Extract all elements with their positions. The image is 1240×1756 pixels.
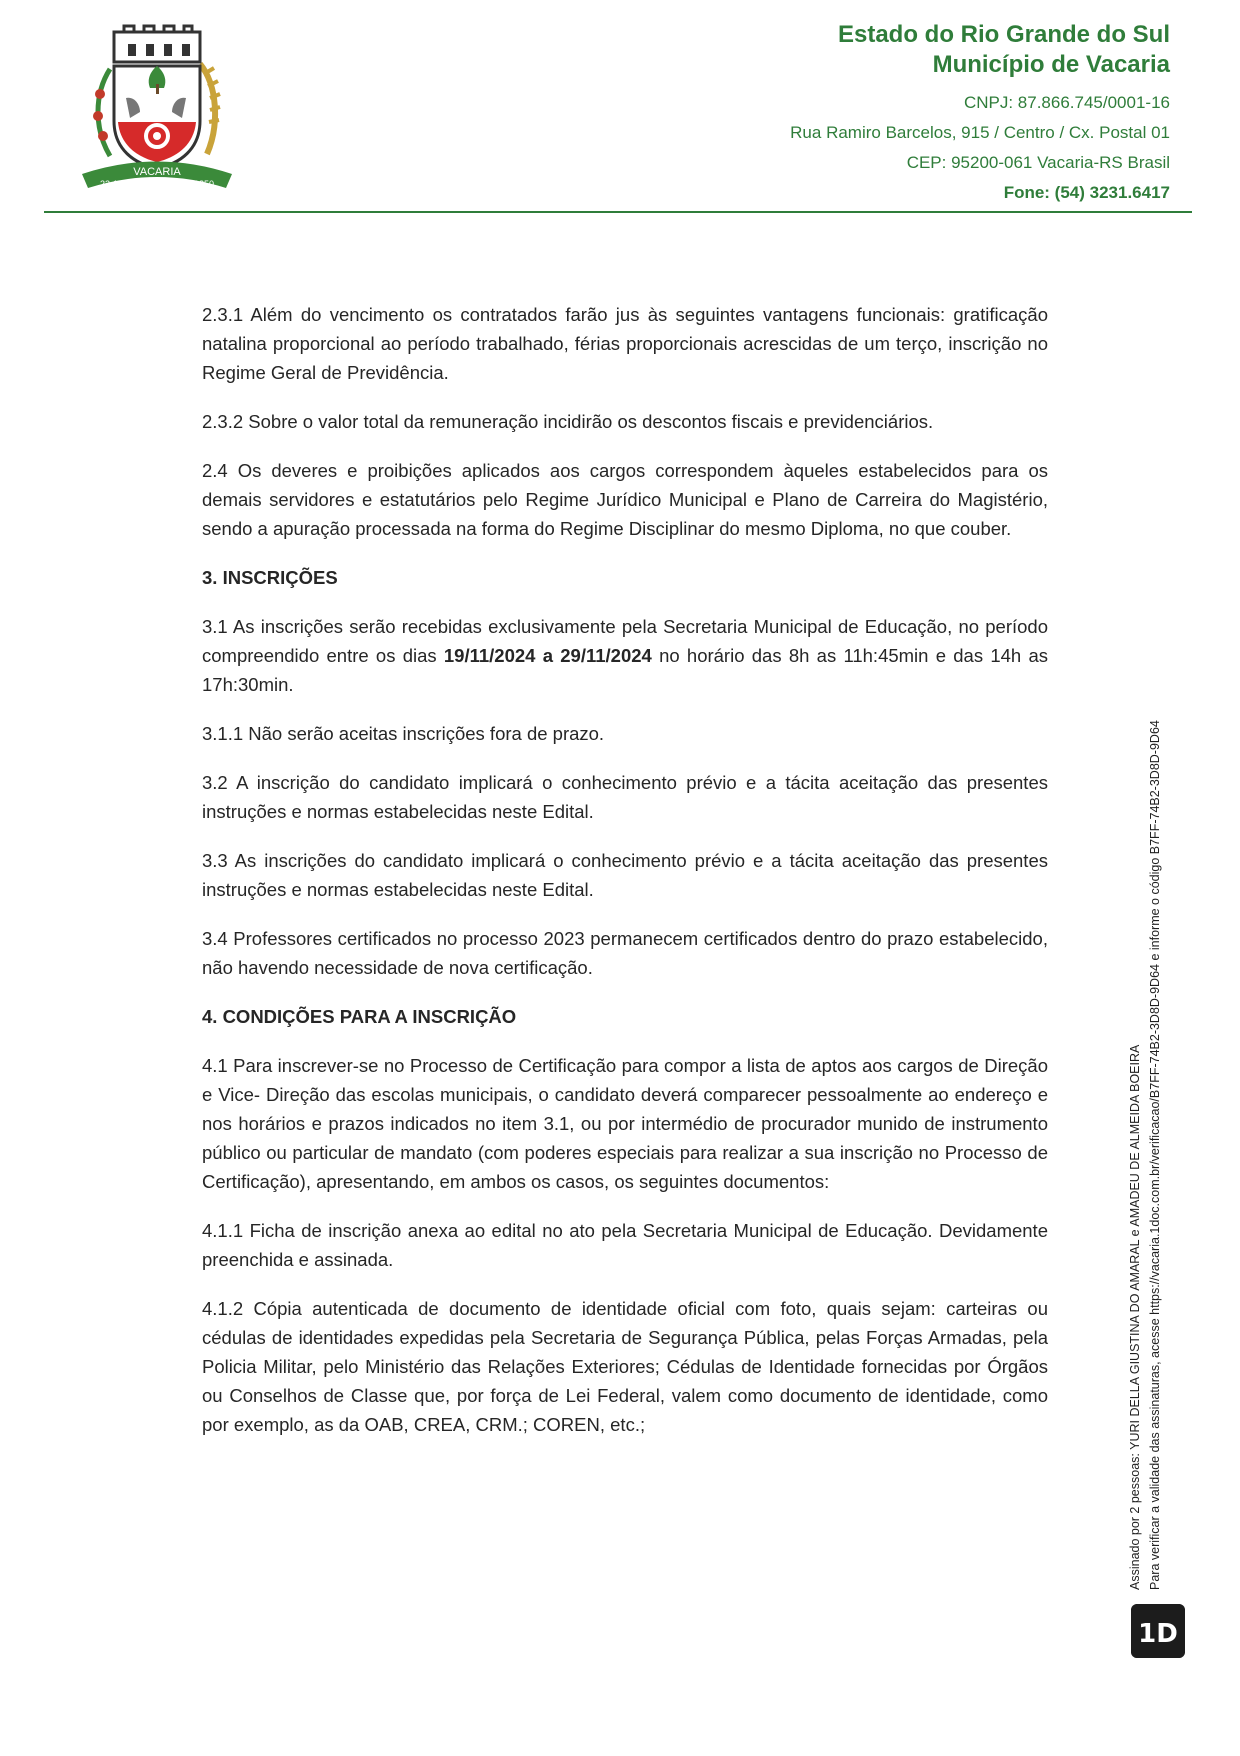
address: Rua Ramiro Barcelos, 915 / Centro / Cx. Postal 01 [790,123,1170,142]
state-name: Estado do Rio Grande do Sul [837,21,1170,48]
crest-ribbon-right: 1850 [194,179,215,189]
paragraph-3-1-1: 3.1.1 Não serão aceitas inscrições fora de prazo. [202,723,605,744]
paragraph-4-1: 4.1 Para inscrever-se no Processo de Certificação para compor a lista de aptos aos cargos de Direção e Vice- Direção das escolas municipais, o candidato deverá comparecer pessoalmente ao endereço e nos horários e prazos indicados no item 3.1, ou por intermédio de procurador munido de instrumento público ou particular de mandato (com poderes especiais para realizar a sua inscrição no Processo de Certificação), apresentando, em ambos os casos, os seguintes documentos: [202,1055,1048,1192]
paragraph-3-1 [202,612,1048,699]
paragraph-2-4: 2.4 Os deveres e proibições aplicados aos cargos correspondem àqueles estabelecidos para os demais servidores e estatutários pelo Regime Jurídico Municipal e Plano de Carreira do Magistério, sendo a apuração processada na forma do Regime Disciplinar do mesmo Diploma, no que couber. [202,460,1048,539]
1doc-logo-icon [1131,1604,1185,1658]
signature-signers: Assinado por 2 pessoas: YURI DELLA GIUSTINA DO AMARAL e AMADEU DE ALMEIDA BOEIRA [1128,1044,1142,1590]
signature-verification: Para verificar a validade das assinaturas, acesse https://vacaria.1doc.com.br/verificacao/B7FF-74B2-3D8D-9D64 e informe o código B7FF-74B2-3D8D-9D64 [1148,720,1162,1590]
paragraph-2-3-1: 2.3.1 Além do vencimento os contratados farão jus às seguintes vantagens funcionais: gratificação natalina proporcional ao período trabalhado, férias proporcionais acrescidas de um terço, inscrição no Regime Geral de Previdência. [202,304,1048,383]
paragraph-3-2: 3.2 A inscrição do candidato implicará o conhecimento prévio e a tácita aceitação das presentes instruções e normas estabelecidas neste Edital. [202,772,1048,822]
municipal-crest-icon [82,24,232,199]
paragraph-4-1-1: 4.1.1 Ficha de inscrição anexa ao edital no ato pela Secretaria Municipal de Educação. Devidamente preenchida e assinada. [202,1220,1048,1270]
crest-ribbon-text: VACARIA [133,166,181,178]
signature-notice [1125,540,1165,1590]
cep: CEP: 95200-061 Vacaria-RS Brasil [906,153,1170,172]
municipality-name: Município de Vacaria [932,51,1170,78]
document-body [202,300,1048,1459]
paragraph-4-1-2: 4.1.2 Cópia autenticada de documento de identidade oficial com foto, quais sejam: carteiras ou cédulas de identidades expedidas pela Secretaria de Segurança Pública, pelas Forças Armadas, pela Policia Militar, pelo Ministério das Relações Exteriores; Cédulas de Identidade fornecidas por Órgãos ou Conselhos de Classe que, por força de Lei Federal, valem como documento de identidade, como por exemplo, as da OAB, CREA, CRM.; COREN, etc.; [202,1298,1048,1435]
section-heading-3: 3. INSCRIÇÕES [202,567,338,588]
paragraph-3-1-end: no horário das 8h as 11h:45min e das 14h as 17h:30min. [202,645,1048,695]
section-heading-4: 4. CONDIÇÕES PARA A INSCRIÇÃO [202,1006,517,1027]
paragraph-3-1-start: 3.1 As inscrições serão recebidas exclusivamente pela Secretaria Municipal de Educação, no período compreendido entre os dias [202,616,1048,666]
letterhead [0,0,1240,220]
crest-ribbon-left: 22-10 [100,179,124,189]
cnpj: CNPJ: 87.866.745/0001-16 [963,93,1170,112]
paragraph-2-3-2: 2.3.2 Sobre o valor total da remuneração incidirão os descontos fiscais e previdenciários. [202,411,934,432]
paragraph-3-3: 3.3 As inscrições do candidato implicará o conhecimento prévio e a tácita aceitação das presentes instruções e normas estabelecidas neste Edital. [202,850,1048,900]
phone: Fone: (54) 3231.6417 [1003,183,1170,202]
paragraph-3-1-dates: 19/11/2024 a 29/11/2024 [443,645,652,666]
letterhead-info [790,20,1170,208]
paragraph-3-4: 3.4 Professores certificados no processo 2023 permanecem certificados dentro do prazo estabelecido, não havendo necessidade de nova certificação. [202,928,1048,978]
header-divider [44,211,1192,213]
svg-text:1D: 1D [1138,1619,1178,1649]
